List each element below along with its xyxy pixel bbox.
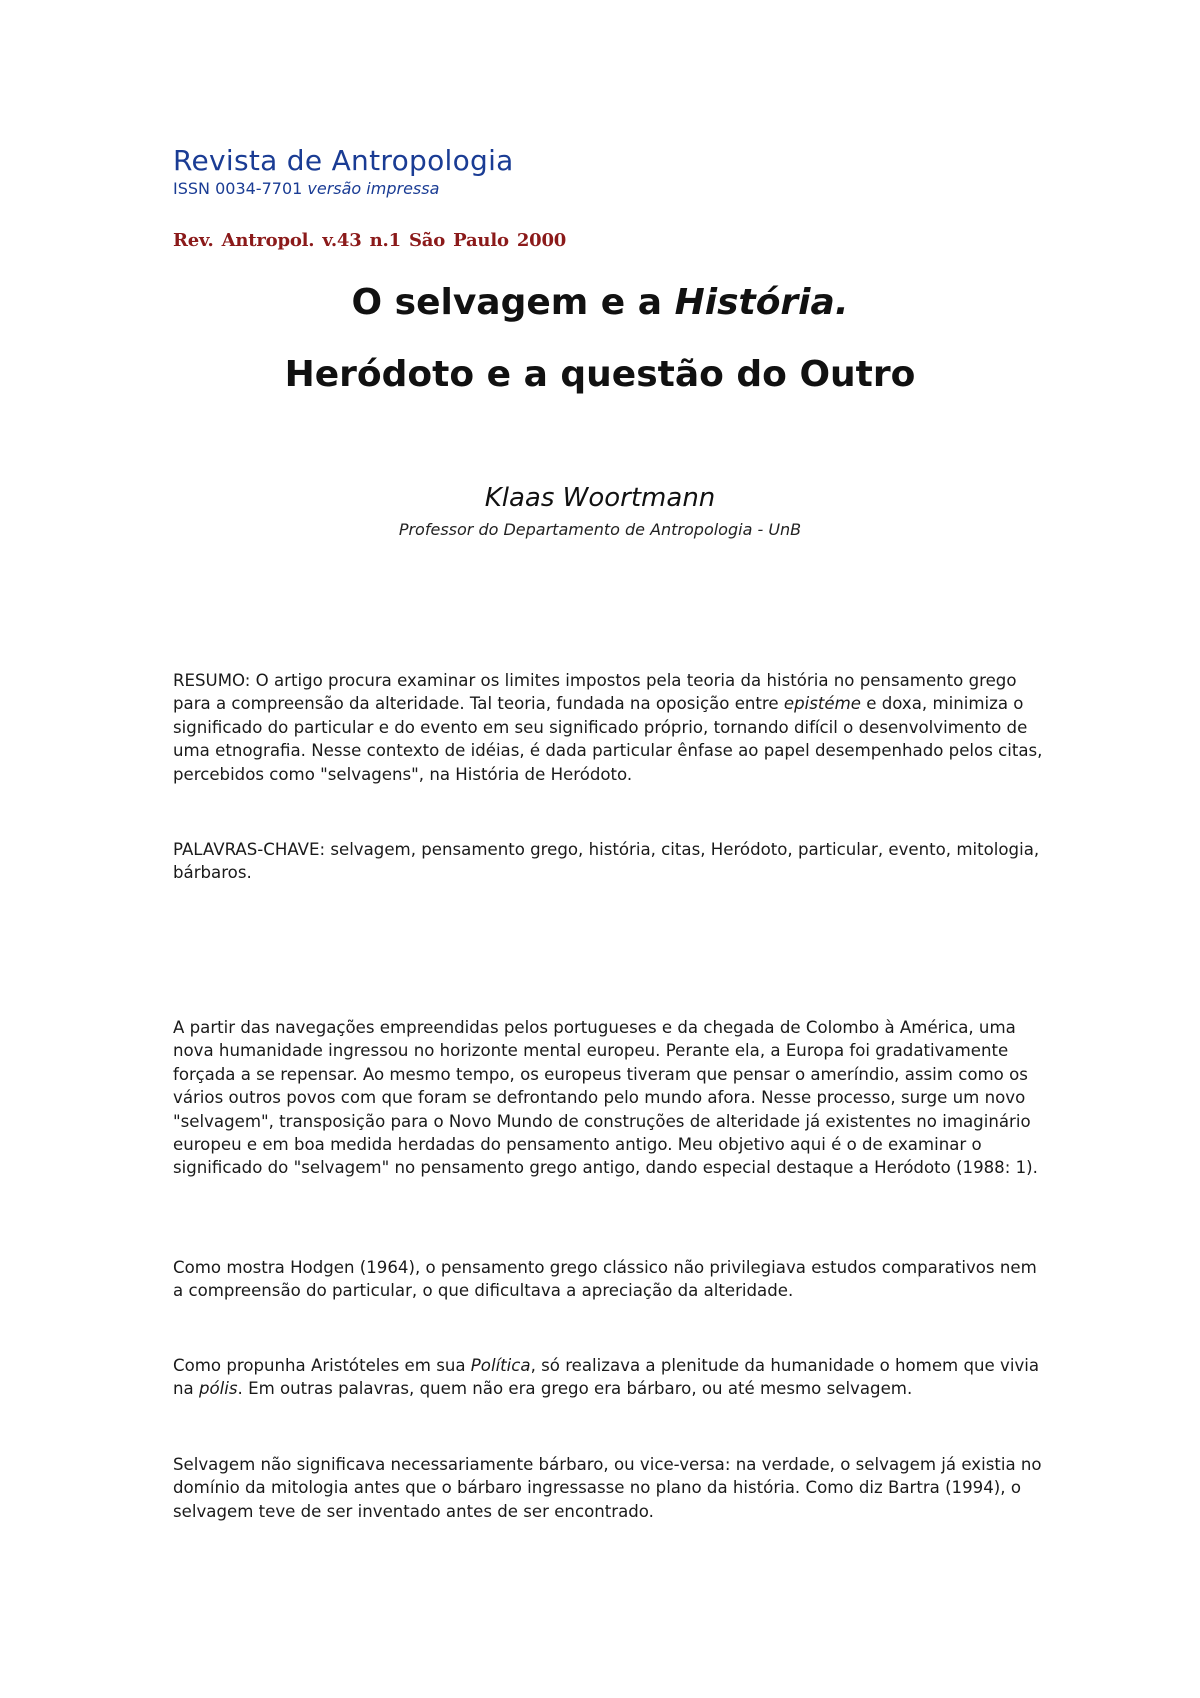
body-paragraph-3-text-a: Como propunha Aristóteles em sua xyxy=(173,1356,471,1375)
abstract-text-1: RESUMO: O artigo procura examinar os limites impostos pela teoria da história no pensamento grego para a compreensão da alteridade. Tal teoria, fundada na oposição entre xyxy=(173,671,1017,714)
body-paragraph-3-text-b: , só realizava a plenitude da humanidade o homem que vivia na xyxy=(173,1356,1040,1399)
body-paragraph-3-text-c: . Em outras palavras, quem não era grego era bárbaro, ou até mesmo selvagem. xyxy=(237,1379,913,1399)
article-title-italic: História. xyxy=(674,282,849,323)
issn-line xyxy=(173,178,873,200)
body-paragraph-3 xyxy=(173,1354,1043,1401)
abstract-text-2: e doxa, minimiza o significado do particular e do evento em seu significado próprio, tornando difícil o desenvolvimento de uma etnografia. Nesse contexto de idéias, é dada particular ênfase ao papel desempenhado pelos citas, percebidos como "selvagens", na História de Heródoto. xyxy=(173,694,1043,784)
journal-header xyxy=(173,144,873,200)
issn-version: versão impressa xyxy=(307,179,440,198)
abstract-paragraph xyxy=(173,669,1043,786)
body-paragraph-3-italic-politica: Política xyxy=(470,1356,531,1375)
body-paragraph-3-italic-polis: pólis xyxy=(198,1379,238,1399)
citation-line: Rev. Antropol. v.43 n.1 São Paulo 2000 xyxy=(173,230,567,251)
body-paragraph-1: A partir das navegações empreendidas pelos portugueses e da chegada de Colombo à América, uma nova humanidade ingressou no horizonte mental europeu. Perante ela, a Europa foi gradativamente forçada a se repensar. Ao mesmo tempo, os europeus tiveram que pensar o ameríndio, assim como os vários outros povos com que foram se defrontando pelo mundo afora. Nesse processo, surge um novo "selvagem", transposição para o Novo Mundo de construções de alteridade já existentes no imaginário europeu e em boa medida herdadas do pensamento antigo. Meu objetivo aqui é o de examinar o significado do "selvagem" no pensamento grego antigo, dando especial destaque a Heródoto (1988: 1). xyxy=(173,1018,1038,1178)
keywords-paragraph: PALAVRAS-CHAVE: selvagem, pensamento grego, história, citas, Heródoto, particular, evento, mitologia, bárbaros. xyxy=(173,840,1040,883)
article-title xyxy=(0,282,1200,324)
issn-number: ISSN 0034-7701 xyxy=(173,179,303,198)
article-title-block xyxy=(0,282,1200,396)
body-paragraph-2: Como mostra Hodgen (1964), o pensamento grego clássico não privilegiava estudos comparativos nem a compreensão do particular, o que dificultava a apreciação da alteridade. xyxy=(173,1258,1037,1301)
article-subtitle: Heródoto e a questão do Outro xyxy=(284,354,916,395)
author-name: Klaas Woortmann xyxy=(484,483,716,513)
abstract-italic-term: epistéme xyxy=(783,694,861,714)
author-affiliation: Professor do Departamento de Antropologia - UnB xyxy=(398,520,802,539)
article-title-main: O selvagem e a xyxy=(351,282,675,323)
journal-title: Revista de Antropologia xyxy=(173,144,514,177)
author-block xyxy=(0,482,1200,542)
body-paragraph-4: Selvagem não significava necessariamente bárbaro, ou vice-versa: na verdade, o selvagem já existia no domínio da mitologia antes que o bárbaro ingressasse no plano da história. Como diz Bartra (1994), o selvagem teve de ser inventado antes de ser encontrado. xyxy=(173,1455,1042,1521)
